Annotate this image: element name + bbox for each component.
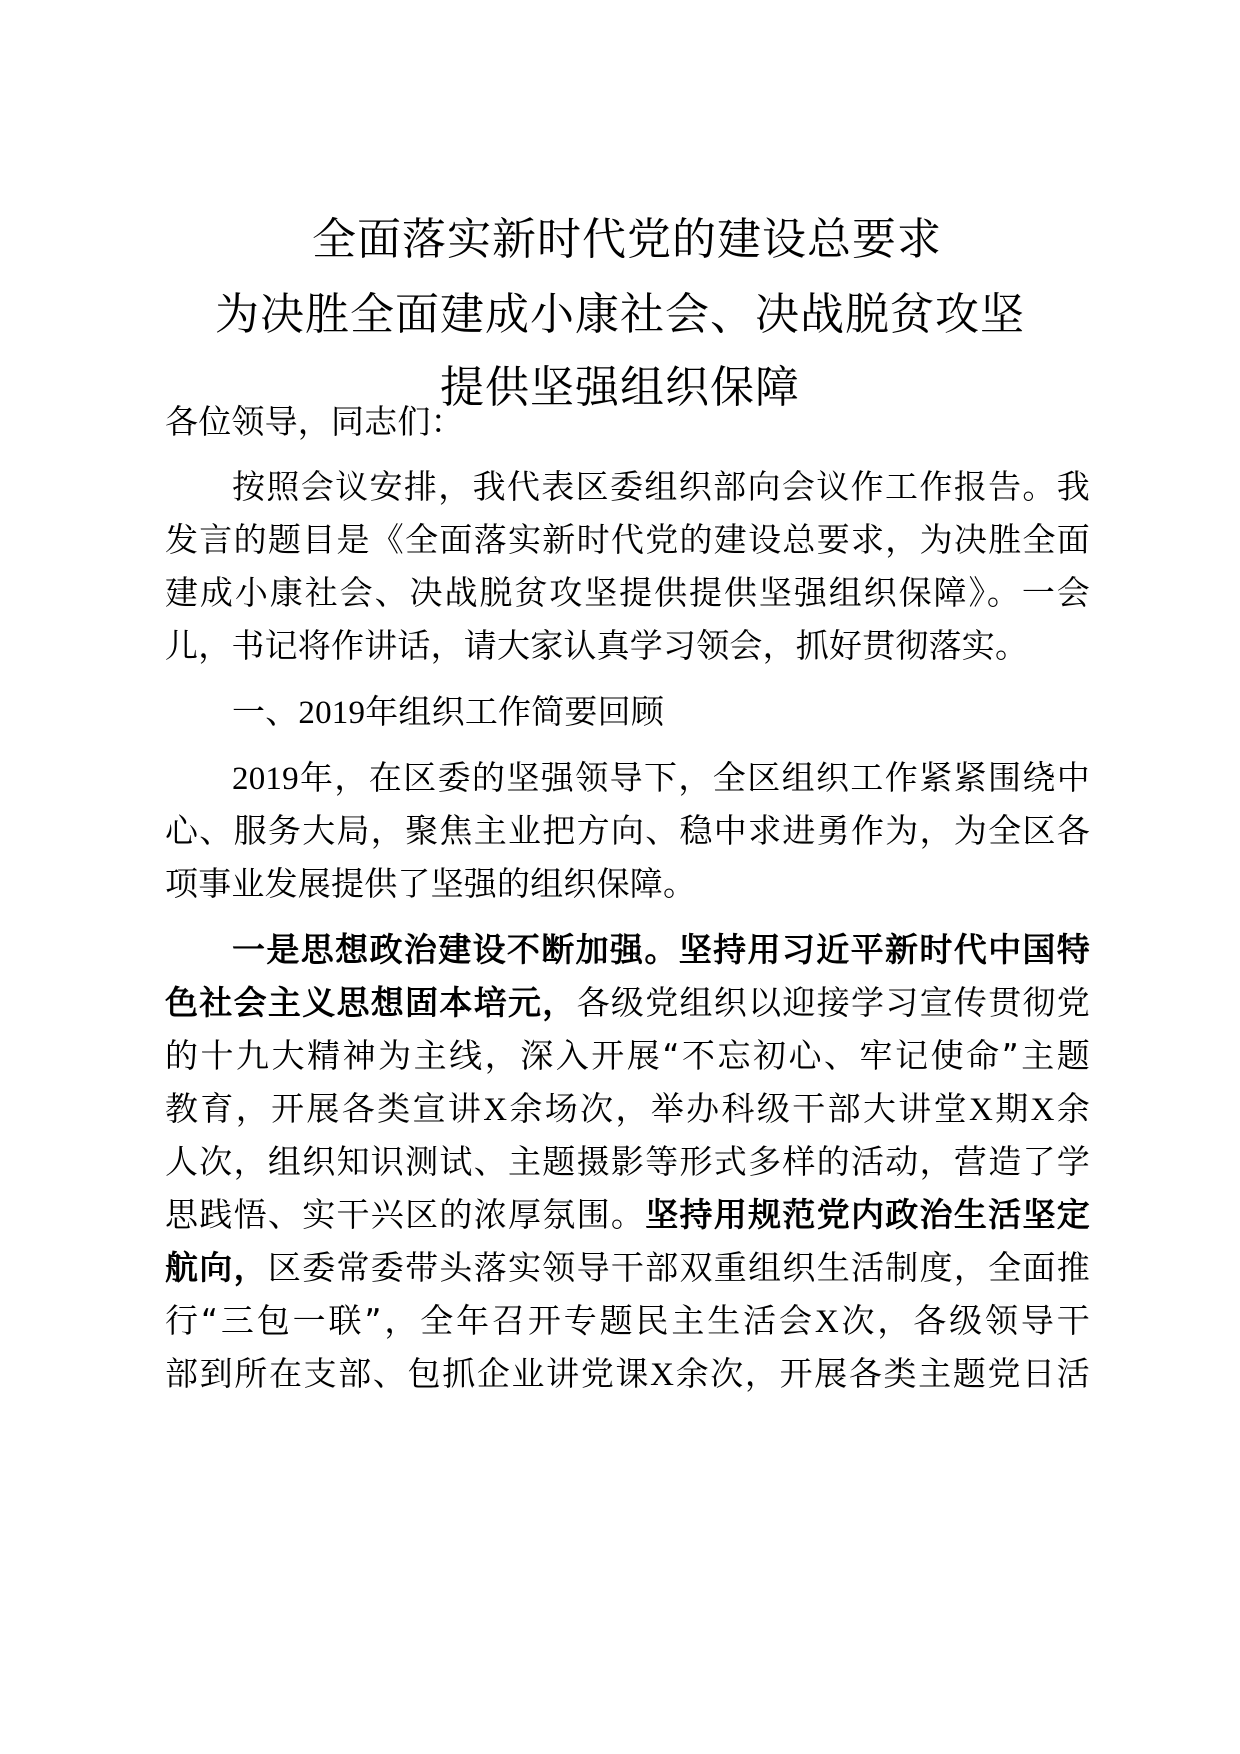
intro-line-4: 儿，书记将作讲话，请大家认真学习领会，抓好贯彻落实。 [165,626,1029,665]
point1-line-2-text: 各级党组织以迎接学习宣传贯彻党 [576,983,1090,1022]
point1-line-8-a: 行“三包一联”，全年召开专题民主生活会 [165,1301,815,1340]
section-year: 2019 [298,695,366,731]
title-line-1: 全面落实新时代党的建设总要求 [312,214,942,265]
summary-year: 2019 [232,761,299,797]
summary-line-2: 心、服务大局，聚焦主业把方向、稳中求进勇作为，为全区各 [165,811,1090,850]
point1-line-9-b: 余次，开展各类主题党日活 [674,1354,1090,1393]
point1-line-9 [165,1352,1090,1397]
point1-line-6 [165,1193,1090,1237]
point1-line-2 [165,981,1090,1025]
point1-line-1: 一是思想政治建设不断加强。坚持用习近平新时代中国特 [232,930,1090,969]
title-line-2: 为决胜全面建成小康社会、决战脱贫攻坚 [215,289,1025,340]
point1-line-7-text: 区委常委带头落实领导干部双重组织生活制度，全面推 [267,1248,1090,1287]
intro-line-2: 发言的题目是《全面落实新时代党的建设总要求，为决胜全面 [165,520,1090,559]
point1-line-3: 的十九大精神为主线，深入开展“不忘初心、牢记使命”主题 [165,1036,1090,1075]
summary-line-3: 项事业发展提供了坚强的组织保障。 [165,864,697,903]
point1-line-8 [165,1299,1090,1344]
point1-line-2-bold: 色社会主义思想固本培元， [165,983,577,1022]
point1-line-4-d: 余 [1054,1089,1090,1128]
salutation: 各位领导，同志们： [165,402,464,441]
placeholder-x: X [1030,1092,1055,1128]
point1-line-9-a: 部到所在支部、包抓企业讲党课 [165,1354,651,1393]
point1-line-4 [165,1087,1090,1132]
section-prefix: 一、 [232,692,299,731]
point1-line-4-c: 期 [993,1089,1031,1128]
point1-line-6-text: 思践悟、实干兴区的浓厚氛围。 [165,1195,646,1234]
placeholder-x: X [814,1304,839,1340]
point1-line-5: 人次，组织知识测试、主题摄影等形式多样的活动，营造了学 [165,1142,1090,1181]
point1-line-8-b: 次，各级领导干 [838,1301,1090,1340]
point1-line-4-a: 教育，开展各类宣讲 [165,1089,484,1128]
placeholder-x: X [969,1092,994,1128]
intro-line-3: 建成小康社会、决战脱贫攻坚提供提供坚强组织保障》。一会 [165,573,1090,612]
summary-line-1-text: 年，在区委的坚强领导下，全区组织工作紧紧围绕中 [298,758,1090,797]
point1-line-7 [165,1246,1090,1290]
point1-line-7-bold: 航向， [165,1248,268,1287]
placeholder-x: X [483,1092,508,1128]
section-suffix: 年组织工作简要回顾 [365,692,665,731]
title-line-3: 提供坚强组织保障 [440,362,800,413]
placeholder-x: X [650,1357,675,1393]
summary-line-1 [232,756,1090,801]
section-heading [232,690,1090,735]
point1-line-6-bold: 坚持用规范党内政治生活坚定 [645,1195,1090,1234]
point1-line-4-b: 余场次，举办科级干部大讲堂 [507,1089,970,1128]
intro-line-1: 按照会议安排，我代表区委组织部向会议作工作报告。我 [232,467,1090,506]
